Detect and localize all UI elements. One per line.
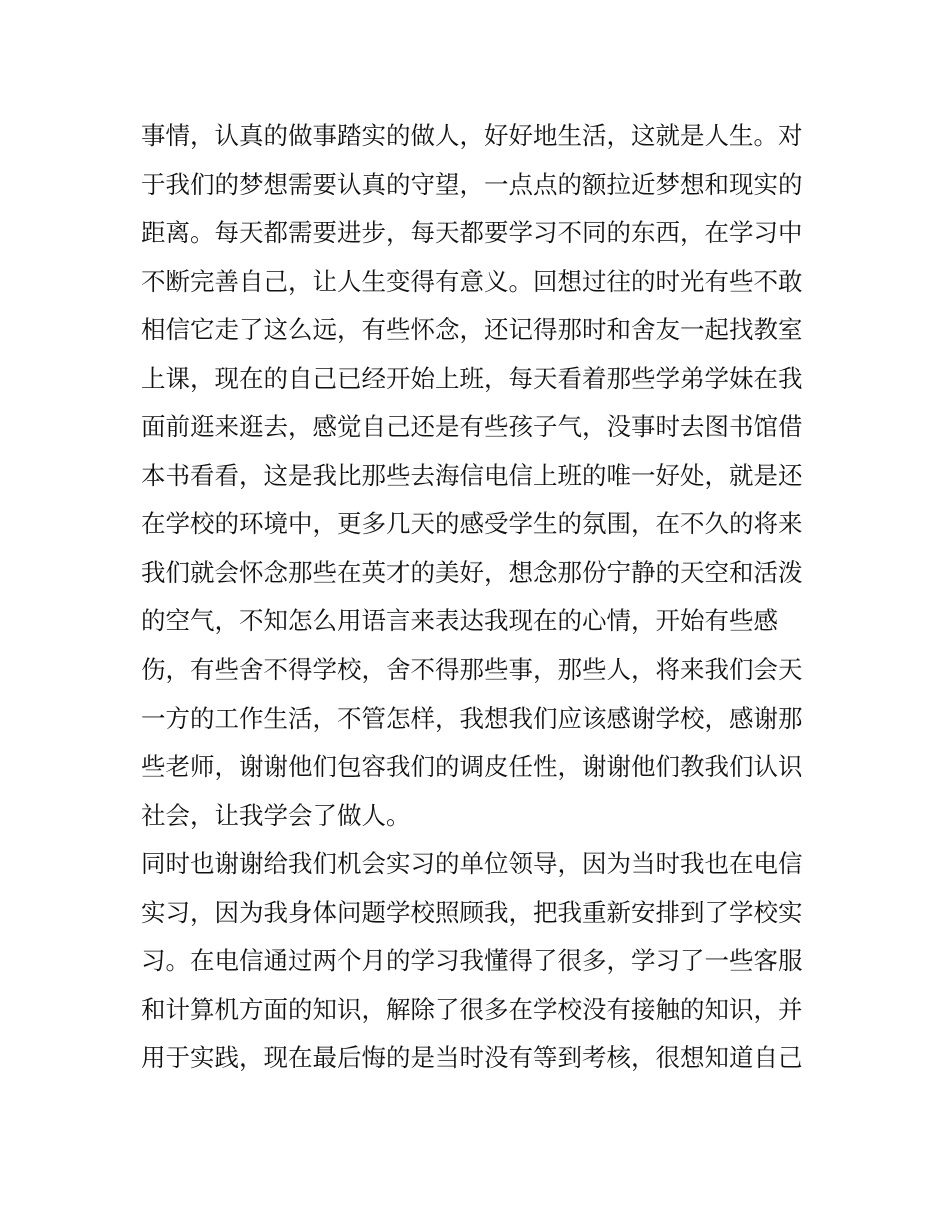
text-line: 我们就会怀念那些在英才的美好，想念那份宁静的天空和活泼 — [141, 557, 803, 587]
paragraph-1 — [141, 112, 821, 840]
text-line: 事情，认真的做事踏实的做人，好好地生活，这就是人生。对 — [141, 121, 803, 150]
text-line: 些老师，谢谢他们包容我们的调皮任性，谢谢他们教我们认识 — [141, 752, 803, 782]
body-text — [141, 112, 821, 1083]
text-line: 在学校的环境中，更多几天的感受学生的氛围，在不久的将来 — [141, 509, 803, 539]
text-line: 于我们的梦想需要认真的守望，一点点的额拉近梦想和现实的 — [141, 169, 803, 199]
text-line: 面前逛来逛去，感觉自己还是有些孩子气，没事时去图书馆借 — [141, 412, 803, 442]
text-line: 本书看看，这是我比那些去海信电信上班的唯一好处，就是还 — [141, 460, 803, 490]
text-line: 用于实践，现在最后悔的是当时没有等到考核，很想知道自己 — [141, 1043, 803, 1073]
text-line: 同时也谢谢给我们机会实习的单位领导，因为当时我也在电信 — [141, 849, 803, 879]
text-line: 距离。每天都需要进步，每天都要学习不同的东西，在学习中 — [141, 218, 803, 248]
text-line: 习。在电信通过两个月的学习我懂得了很多，学习了一些客服 — [141, 946, 803, 976]
paragraph-2 — [141, 840, 821, 1083]
text-line: 和计算机方面的知识，解除了很多在学校没有接触的知识，并 — [141, 994, 803, 1024]
text-line: 伤，有些舍不得学校，舍不得那些事，那些人，将来我们会天 — [141, 655, 803, 685]
text-line: 相信它走了这么远，有些怀念，还记得那时和舍友一起找教室 — [141, 315, 803, 345]
text-line: 一方的工作生活，不管怎样，我想我们应该感谢学校，感谢那 — [141, 703, 803, 733]
text-line: 的空气，不知怎么用语言来表达我现在的心情，开始有些感 — [141, 606, 778, 636]
text-line: 上课，现在的自己已经开始上班，每天看着那些学弟学妹在我 — [141, 363, 803, 393]
text-line: 社会，让我学会了做人。 — [141, 800, 411, 830]
text-line: 不断完善自己，让人生变得有意义。回想过往的时光有些不敢 — [141, 266, 803, 296]
text-line: 实习，因为我身体问题学校照顾我，把我重新安排到了学校实 — [141, 897, 803, 927]
